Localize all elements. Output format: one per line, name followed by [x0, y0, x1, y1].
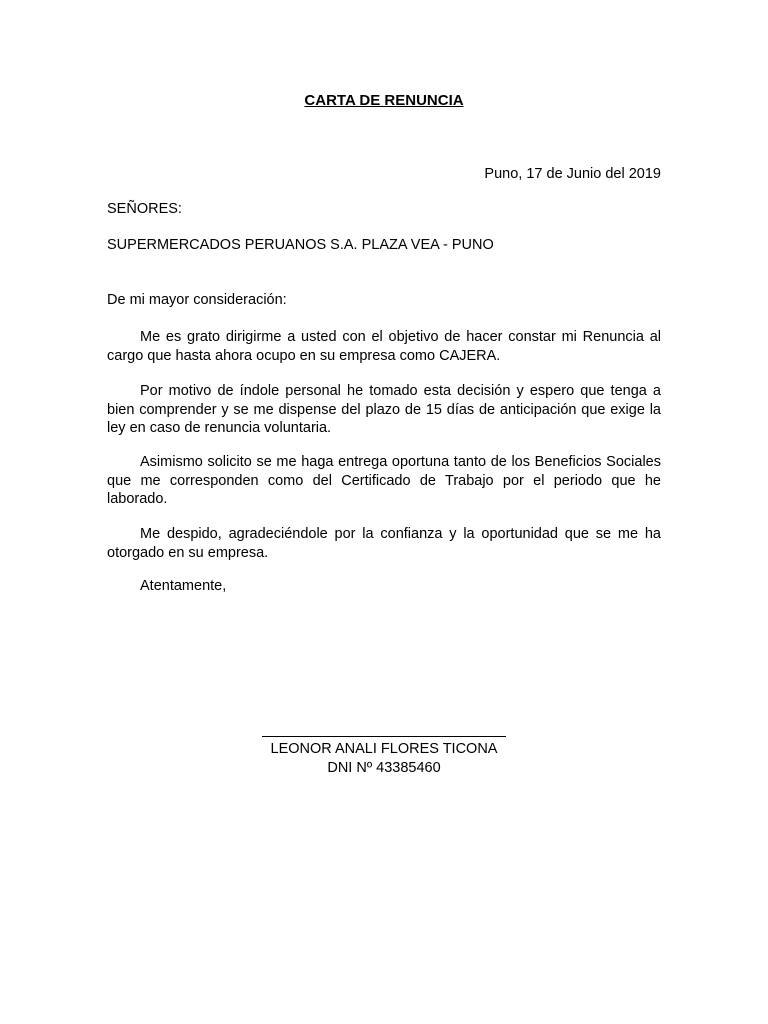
recipient-company: SUPERMERCADOS PERUANOS S.A. PLAZA VEA - PUNO — [107, 237, 494, 253]
body-paragraph-3: Asimismo solicito se me haga entrega oportuna tanto de los Beneficios Sociales que me corresponden como del Certificado de Trabajo por el periodo que he laborado. — [107, 454, 661, 507]
letter-title: CARTA DE RENUNCIA — [304, 92, 464, 109]
body-paragraph-2: Por motivo de índole personal he tomado esta decisión y espero que tenga a bien comprender y se me dispense del plazo de 15 días de anticipación que exige la ley en caso de renuncia voluntaria. — [107, 383, 661, 436]
signer-id: DNI Nº 43385460 — [327, 759, 441, 776]
signer-name: LEONOR ANALI FLORES TICONA — [270, 741, 498, 757]
signature-line — [262, 736, 506, 737]
recipient-salutation: SEÑORES: — [107, 201, 182, 217]
body-paragraph-4: Me despido, agradeciéndole por la confianza y la oportunidad que se me ha otorgado en su empresa. — [107, 526, 661, 561]
greeting: De mi mayor consideración: — [107, 292, 287, 308]
letter-date: Puno, 17 de Junio del 2019 — [484, 166, 661, 182]
body-paragraph-1: Me es grato dirigirme a usted con el objetivo de hacer constar mi Renuncia al cargo que hasta ahora ocupo en su empresa como CAJERA. — [107, 329, 661, 364]
signature-block — [0, 722, 768, 777]
closing: Atentamente, — [140, 578, 227, 594]
